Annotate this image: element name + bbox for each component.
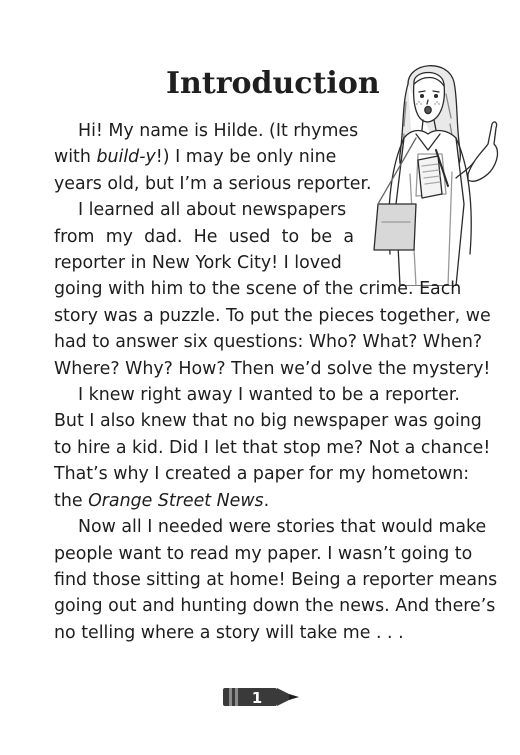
- newspaper-name: Orange Street News: [88, 490, 264, 511]
- text-line: reporter in New York City! I loved: [54, 253, 342, 274]
- text-line: I knew right away I wanted to be a reporter.: [78, 385, 460, 406]
- page-number-badge: [221, 684, 301, 710]
- text-line: find those sitting at home! Being a reporter means: [54, 569, 498, 590]
- text-line: I learned all about newspapers: [78, 200, 347, 221]
- text-line: from my dad. He used to be a: [54, 226, 354, 247]
- emphasis-text: build-y: [96, 147, 156, 168]
- text-line: to hire a kid. Did I let that stop me? Not a chance!: [54, 437, 491, 458]
- text-line: years old, but I’m a serious reporter.: [54, 173, 372, 194]
- body-text: [54, 118, 498, 646]
- page-title: Introduction: [166, 66, 380, 101]
- text-line: going out and hunting down the news. And there’s: [54, 596, 496, 617]
- page-number: 1: [251, 689, 263, 707]
- text-line: Where? Why? How? Then we’d solve the mystery!: [54, 358, 491, 379]
- text-line: no telling where a story will take me . . .: [54, 622, 404, 643]
- text-line: Now all I needed were stories that would make: [78, 517, 487, 538]
- text-line: story was a puzzle. To put the pieces together, we: [54, 305, 491, 326]
- text-line: had to answer six questions: Who? What? When?: [54, 332, 483, 353]
- text-line: That’s why I created a paper for my hometown:: [54, 464, 470, 485]
- text-line: going with him to the scene of the crime. Each: [54, 279, 462, 300]
- text-line: people want to read my paper. I wasn’t going to: [54, 543, 473, 564]
- text-line: Hi! My name is Hilde. (It rhymes: [78, 121, 359, 141]
- text-line: But I also knew that no big newspaper was going: [54, 411, 482, 432]
- text-line: with build-y!) I may be only nine: [54, 147, 337, 168]
- text-line: the Orange Street News.: [54, 490, 270, 511]
